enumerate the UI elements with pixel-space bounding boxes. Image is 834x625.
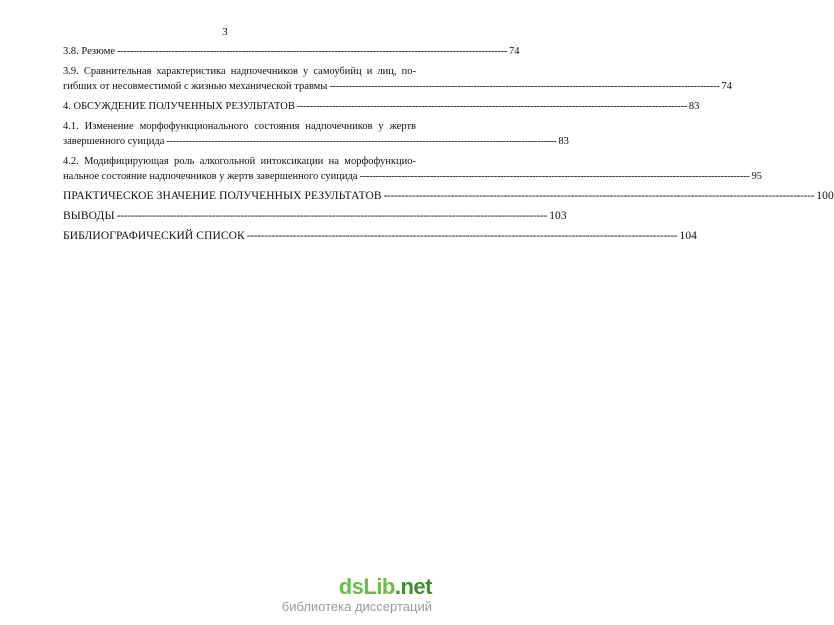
toc-line: 4.1. Изменение морфофункционального состояния надпочечников у жертв	[63, 121, 416, 132]
toc-line	[63, 134, 569, 149]
toc-entry-4	[63, 99, 700, 114]
toc-entry-title: гибших от несовместимой с жизнью механической травмы	[63, 81, 328, 92]
toc-page-number: 100	[816, 190, 834, 202]
dot-leader: --------------------------------------------------------------------------------------------------------------------------	[329, 81, 720, 92]
toc-page-number: 83	[558, 136, 569, 147]
toc-entry-title: 4. ОБСУЖДЕНИЕ ПОЛУЧЕННЫХ РЕЗУЛЬТАТОВ	[63, 101, 295, 112]
toc-page-number: 74	[509, 46, 520, 57]
dot-leader: --------------------------------------------------------------------------------------------------------------------------	[359, 171, 750, 182]
dot-leader: --------------------------------------------------------------------------------------------------------------------------	[246, 230, 678, 242]
toc-line: 3.9. Сравнительная характеристика надпочечников у самоубийц и лиц, по-	[63, 66, 416, 77]
watermark-brand: dsLib	[338, 574, 395, 599]
dot-leader: --------------------------------------------------------------------------------------------------------------------------	[383, 190, 815, 202]
toc-page-number: 103	[549, 210, 567, 222]
toc-entry-practical	[63, 189, 834, 204]
toc-page-number: 83	[688, 101, 700, 112]
dot-leader: --------------------------------------------------------------------------------------------------------------------------	[166, 136, 557, 147]
page-number: 3	[222, 26, 228, 38]
toc-line	[63, 189, 834, 204]
toc-entry-conclusions	[63, 209, 567, 224]
table-of-contents	[63, 44, 834, 249]
toc-entry-3-9	[63, 64, 732, 94]
watermark-tld: .net	[394, 574, 432, 599]
toc-line: 4.2. Модифицирующая роль алкогольной интоксикации на морфофункцио-	[63, 156, 416, 167]
toc-line	[63, 99, 700, 114]
dot-leader: --------------------------------------------------------------------------------------------------------------------------	[296, 101, 687, 112]
toc-page-number: 104	[679, 230, 698, 242]
toc-entry-4-2	[63, 154, 763, 184]
toc-page-number: 74	[721, 81, 732, 92]
toc-entry-title: завершенного суицида	[63, 136, 165, 147]
toc-entry-title: ПРАКТИЧЕСКОЕ ЗНАЧЕНИЕ ПОЛУЧЕННЫХ РЕЗУЛЬТАТОВ	[63, 190, 382, 202]
dslib-watermark	[282, 575, 432, 615]
toc-page-number: 95	[751, 171, 763, 182]
toc-entry-bibliography	[63, 229, 698, 244]
toc-entry-3-8	[63, 44, 520, 59]
watermark-logo	[282, 575, 432, 599]
toc-line	[63, 44, 520, 59]
toc-entry-title: БИБЛИОГРАФИЧЕСКИЙ СПИСОК	[63, 230, 245, 242]
toc-line	[63, 79, 732, 94]
toc-line	[63, 229, 698, 244]
toc-entry-title: 3.8. Резюме	[63, 46, 116, 57]
watermark-subtitle: библиотека диссертаций	[281, 599, 432, 614]
toc-entry-4-1	[63, 119, 569, 149]
toc-line	[63, 169, 763, 184]
dot-leader: --------------------------------------------------------------------------------------------------------------------------	[117, 46, 508, 57]
toc-line	[63, 209, 567, 224]
toc-entry-title: нальное состояние надпочечников у жертв завершенного суицида	[63, 171, 358, 182]
dot-leader: --------------------------------------------------------------------------------------------------------------------------	[116, 210, 548, 222]
toc-entry-title: ВЫВОДЫ	[63, 210, 115, 222]
